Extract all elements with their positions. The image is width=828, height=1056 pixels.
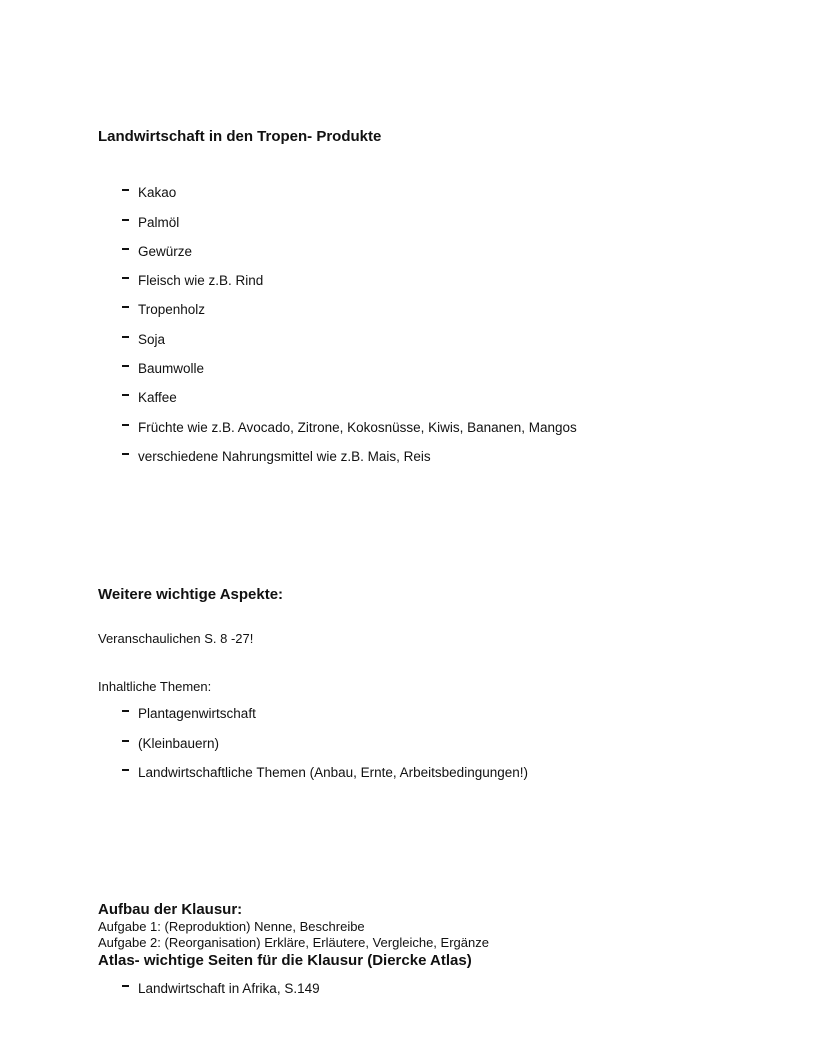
dash-bullet-icon: [122, 985, 129, 987]
list-item-text: Landwirtschaft in Afrika, S.149: [138, 981, 320, 996]
list-item: [122, 448, 431, 466]
dash-bullet-icon: [122, 453, 129, 455]
dash-bullet-icon: [122, 248, 129, 250]
dash-bullet-icon: [122, 277, 129, 279]
list-item: [122, 272, 263, 290]
dash-bullet-icon: [122, 740, 129, 742]
dash-bullet-icon: [122, 306, 129, 308]
section-heading-atlas: Atlas- wichtige Seiten für die Klausur (Diercke Atlas): [98, 952, 472, 969]
dash-bullet-icon: [122, 336, 129, 338]
list-item: [122, 184, 176, 202]
section-heading-aspects: Weitere wichtige Aspekte:: [98, 586, 284, 603]
dash-bullet-icon: [122, 189, 129, 191]
list-item-text: (Kleinbauern): [138, 736, 220, 751]
topics-label: Inhaltliche Themen:: [98, 679, 212, 694]
list-item-text: verschiedene Nahrungsmittel wie z.B. Mais, Reis: [138, 449, 431, 464]
list-item: [122, 301, 205, 319]
pages-note: Veranschaulichen S. 8 -27!: [98, 631, 254, 646]
list-item-text: Kaffee: [138, 390, 177, 405]
list-item: [122, 419, 577, 437]
list-item-text: Soja: [138, 332, 166, 347]
list-item-text: Baumwolle: [138, 361, 205, 376]
list-item: [122, 705, 256, 723]
list-item-text: Plantagenwirtschaft: [138, 706, 256, 721]
list-item: [122, 764, 528, 782]
section-heading-exam-structure: Aufbau der Klausur:: [98, 901, 243, 918]
list-item: [122, 735, 219, 753]
list-item: [122, 980, 320, 998]
list-item-text: Früchte wie z.B. Avocado, Zitrone, Kokosnüsse, Kiwis, Bananen, Mangos: [138, 420, 577, 435]
list-item-text: Gewürze: [138, 244, 193, 259]
list-item-text: Tropenholz: [138, 302, 206, 317]
list-item: [122, 214, 179, 232]
dash-bullet-icon: [122, 219, 129, 221]
dash-bullet-icon: [122, 710, 129, 712]
list-item: [122, 243, 192, 261]
dash-bullet-icon: [122, 365, 129, 367]
task-2-text: Aufgabe 2: (Reorganisation) Erkläre, Erläutere, Vergleiche, Ergänze: [98, 935, 489, 950]
list-item: [122, 360, 204, 378]
dash-bullet-icon: [122, 769, 129, 771]
list-item-text: Fleisch wie z.B. Rind: [138, 273, 264, 288]
task-1-text: Aufgabe 1: (Reproduktion) Nenne, Beschreibe: [98, 919, 365, 934]
dash-bullet-icon: [122, 424, 129, 426]
list-item: [122, 331, 165, 349]
list-item-text: Palmöl: [138, 215, 180, 230]
list-item-text: Landwirtschaftliche Themen (Anbau, Ernte, Arbeitsbedingungen!): [138, 765, 528, 780]
list-item: [122, 389, 177, 407]
dash-bullet-icon: [122, 394, 129, 396]
section-heading-products: Landwirtschaft in den Tropen- Produkte: [98, 128, 382, 145]
list-item-text: Kakao: [138, 185, 177, 200]
